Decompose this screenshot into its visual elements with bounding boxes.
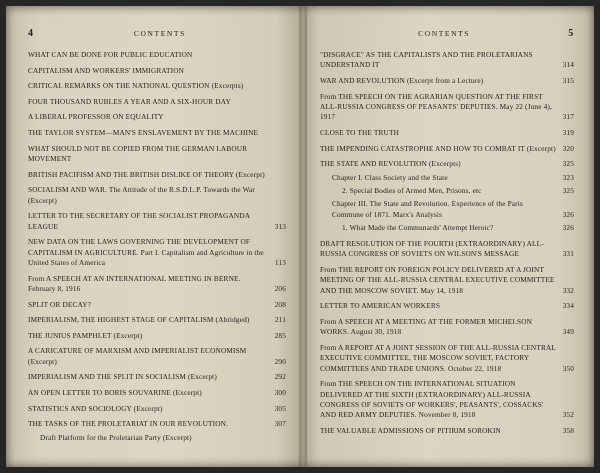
toc-entry-page: 285 <box>274 330 286 340</box>
toc-entry-title: WHAT CAN BE DONE FOR PUBLIC EDUCATION <box>28 50 193 59</box>
toc-entry[interactable] <box>320 239 574 260</box>
toc-entry-page: 290 <box>274 356 286 366</box>
toc-entry-title: Chapter I. Class Society and the State <box>332 172 448 182</box>
toc-entry-title: THE JUNIUS PAMPHLET (Excerpt) <box>28 330 143 340</box>
toc-entry-title: "DISGRACE" AS THE CAPITALISTS AND THE PROLETARIANS UNDERSTAND IT <box>320 50 533 70</box>
toc-entry-title: IMPERIALISM, THE HIGHEST STAGE OF CAPITALISM (Abridged) <box>28 315 250 325</box>
toc-entry-title: 2. Special Bodies of Armed Men, Prisons, etc <box>342 186 482 195</box>
toc-entry-title: BRITISH PACIFISM AND THE BRITISH DISLIKE OF THEORY (Excerpt) <box>28 169 265 179</box>
toc-entry[interactable] <box>28 66 286 76</box>
toc-entry[interactable] <box>28 300 286 310</box>
toc-entry[interactable] <box>320 128 574 138</box>
toc-entry[interactable] <box>28 331 286 341</box>
toc-entry[interactable] <box>28 170 286 180</box>
toc-entry-title: From A SPEECH AT A MEETING AT THE FORMER MICHELSON WORKS. August 30, 1918 <box>320 316 533 337</box>
toc-entry[interactable] <box>28 274 286 295</box>
toc-entry-title: CRITICAL REMARKS ON THE NATIONAL QUESTION (Excerpts) <box>28 81 244 91</box>
toc-entry-title: WHAT SHOULD NOT BE COPIED FROM THE GERMAN LABOUR MOVEMENT <box>28 143 248 163</box>
right-toc-list <box>320 50 574 436</box>
toc-entry-page: 314 <box>562 60 574 70</box>
toc-entry-title: FOUR THOUSAND RUBLES A YEAR AND A SIX-HOUR DAY <box>28 96 231 106</box>
toc-entry-title: THE IMPENDING CATASTROPHE AND HOW TO COMBAT IT (Excerpt) <box>320 143 556 153</box>
toc-entry-title: THE STATE AND REVOLUTION (Excerpts) <box>320 159 461 169</box>
book-spread <box>6 6 594 467</box>
toc-entry[interactable] <box>28 112 286 122</box>
toc-entry[interactable] <box>28 185 286 206</box>
left-running-head: CONTENTS <box>133 29 186 38</box>
toc-entry[interactable] <box>28 237 286 268</box>
right-page <box>302 6 594 467</box>
toc-entry-page: 307 <box>274 419 286 429</box>
toc-entry-page: 320 <box>562 143 574 153</box>
toc-entry[interactable] <box>28 372 286 382</box>
toc-entry-title: From THE SPEECH ON THE INTERNATIONAL SITUATION DELIVERED AT THE SIXTH (EXTRAORDINARY) ALL-RUSSIA CONGRESS OF SOVIETS OF WORKERS', PEASANTS', COSSACKS' AND RED ARMY DEPUTIES. November 8, 1918 <box>320 379 544 420</box>
toc-entry-page: 325 <box>562 159 574 169</box>
toc-entry-page: 313 <box>274 221 286 231</box>
toc-entry-page: 208 <box>274 299 286 309</box>
toc-entry-page: 305 <box>274 403 286 413</box>
toc-entry-page: 113 <box>274 257 286 267</box>
toc-entry-page: 315 <box>562 76 574 85</box>
toc-entry-page: 323 <box>562 172 574 182</box>
toc-entry[interactable] <box>320 379 574 421</box>
toc-subentry[interactable] <box>342 223 574 233</box>
toc-entry[interactable] <box>320 92 574 123</box>
toc-entry-title: 1. What Made the Communards' Attempt Heroic? <box>342 223 494 233</box>
toc-entry-title: From THE REPORT ON FOREIGN POLICY DELIVERED AT A JOINT MEETING OF THE ALL-RUSSIA CENTRAL EXECUTIVE COMMITTEE AND THE MOSCOW SOVIET. May 14, 1918 <box>320 264 555 295</box>
toc-entry-page: 325 <box>562 186 574 195</box>
toc-entry[interactable] <box>28 211 286 232</box>
right-page-header <box>320 28 574 38</box>
toc-entry[interactable] <box>320 317 574 338</box>
toc-entry[interactable] <box>28 81 286 91</box>
right-folio: 5 <box>568 28 574 39</box>
toc-entry-page: 326 <box>562 209 574 219</box>
toc-entry-title: LETTER TO THE SECRETARY OF THE SOCIALIST PROPAGANDA LEAGUE <box>28 211 250 231</box>
left-folio: 4 <box>28 28 34 39</box>
toc-subentry[interactable] <box>332 173 574 183</box>
toc-entry-title: SOCIALISM AND WAR. The Attitude of the R.S.D.L.P. Towards the War (Excerpt) <box>28 185 256 205</box>
toc-entry[interactable] <box>28 97 286 107</box>
toc-entry[interactable] <box>320 144 574 154</box>
toc-subentry[interactable] <box>342 186 574 196</box>
toc-subentry[interactable] <box>40 433 286 443</box>
toc-entry-page: 317 <box>562 112 574 122</box>
toc-entry-title: THE TAYLOR SYSTEM—MAN'S ENSLAVEMENT BY THE MACHINE <box>28 127 259 137</box>
toc-subentry[interactable] <box>332 199 574 220</box>
toc-entry-title: SPLIT OR DECAY? <box>28 299 92 309</box>
toc-entry-page: 326 <box>562 223 574 233</box>
toc-entry-page: 352 <box>562 410 574 420</box>
toc-entry-page: 300 <box>274 387 286 397</box>
toc-entry[interactable] <box>320 50 574 71</box>
toc-entry-page: 319 <box>562 128 574 137</box>
toc-entry[interactable] <box>320 343 574 374</box>
toc-entry[interactable] <box>320 426 574 436</box>
toc-entry-page: 349 <box>562 327 574 337</box>
toc-entry-page: 206 <box>274 283 286 293</box>
toc-entry[interactable] <box>28 128 286 138</box>
toc-entry-title: Draft Platform for the Proletarian Party (Excerpt) <box>40 432 192 442</box>
toc-entry-title: From A REPORT AT A JOINT SESSION OF THE ALL-RUSSIA CENTRAL EXECUTIVE COMMITTEE, THE MOSCOW SOVIET, FACTORY COMMITTEES AND TRADE UNIONS. October 22, 1918 <box>320 342 556 373</box>
left-page <box>6 6 302 467</box>
toc-entry-title: WAR AND REVOLUTION (Excerpt from a Lecture) <box>320 76 484 85</box>
left-page-header <box>28 28 286 38</box>
toc-entry[interactable] <box>320 265 574 296</box>
toc-entry-title: DRAFT RESOLUTION OF THE FOURTH (EXTRAORDINARY) ALL-RUSSIA CONGRESS OF SOVIETS ON WILSON'S MESSAGE <box>320 238 544 259</box>
toc-entry-title: AN OPEN LETTER TO BORIS SOUVARINE (Excerpt) <box>28 387 202 397</box>
toc-entry-page: 211 <box>274 315 286 325</box>
toc-entry-page: 350 <box>562 363 574 373</box>
toc-entry-title: LETTER TO AMERICAN WORKERS <box>320 301 441 311</box>
toc-entry-title: NEW DATA ON THE LAWS GOVERNING THE DEVELOPMENT OF CAPITALISM IN AGRICULTURE. Part I. Capitalism and Agriculture in the United States of America <box>28 237 264 267</box>
toc-entry[interactable] <box>28 346 286 367</box>
toc-entry-page: 332 <box>562 285 574 295</box>
toc-entry[interactable] <box>320 76 574 86</box>
toc-entry-title: A CARICATURE OF MARXISM AND IMPERIALIST ECONOMISM (Excerpt) <box>28 346 247 366</box>
toc-entry-page: 358 <box>562 426 574 436</box>
toc-entry-page: 331 <box>562 249 574 259</box>
toc-entry-title: THE VALUABLE ADMISSIONS OF PITIRIM SOROKIN <box>320 426 501 436</box>
toc-entry[interactable] <box>28 404 286 414</box>
toc-entry-title: CLOSE TO THE TRUTH <box>320 128 399 137</box>
toc-entry[interactable] <box>320 159 574 169</box>
toc-entry[interactable] <box>28 419 286 429</box>
toc-entry[interactable] <box>28 50 286 60</box>
toc-entry[interactable] <box>320 301 574 311</box>
toc-entry-title: STATISTICS AND SOCIOLOGY (Excerpt) <box>28 403 163 413</box>
toc-entry-title: From A SPEECH AT AN INTERNATIONAL MEETING IN BERNE. February 8, 1916 <box>28 273 241 293</box>
toc-entry[interactable] <box>28 144 286 165</box>
right-running-head: CONTENTS <box>418 29 471 38</box>
toc-entry-title: A LIBERAL PROFESSOR ON EQUALITY <box>28 112 164 122</box>
toc-entry-title: IMPERIALISM AND THE SPLIT IN SOCIALISM (Excerpt) <box>28 372 217 382</box>
toc-entry-title: THE TASKS OF THE PROLETARIAT IN OUR REVOLUTION. <box>28 419 229 429</box>
toc-entry[interactable] <box>28 315 286 325</box>
toc-entry-title: From THE SPEECH ON THE AGRARIAN QUESTION AT THE FIRST ALL-RUSSIA CONGRESS OF PEASANTS' DEPUTIES. May 22 (June 4), 1917 <box>320 91 552 122</box>
toc-entry-page: 334 <box>562 301 574 311</box>
toc-entry[interactable] <box>28 388 286 398</box>
toc-entry-page: 292 <box>274 372 286 382</box>
left-toc-list <box>28 50 286 443</box>
toc-entry-title: CAPITALISM AND WORKERS' IMMIGRATION <box>28 65 185 75</box>
toc-entry-title: Chapter III. The State and Revolution. Experience of the Paris Commune of 1871. Marx's Analysis <box>332 199 523 219</box>
